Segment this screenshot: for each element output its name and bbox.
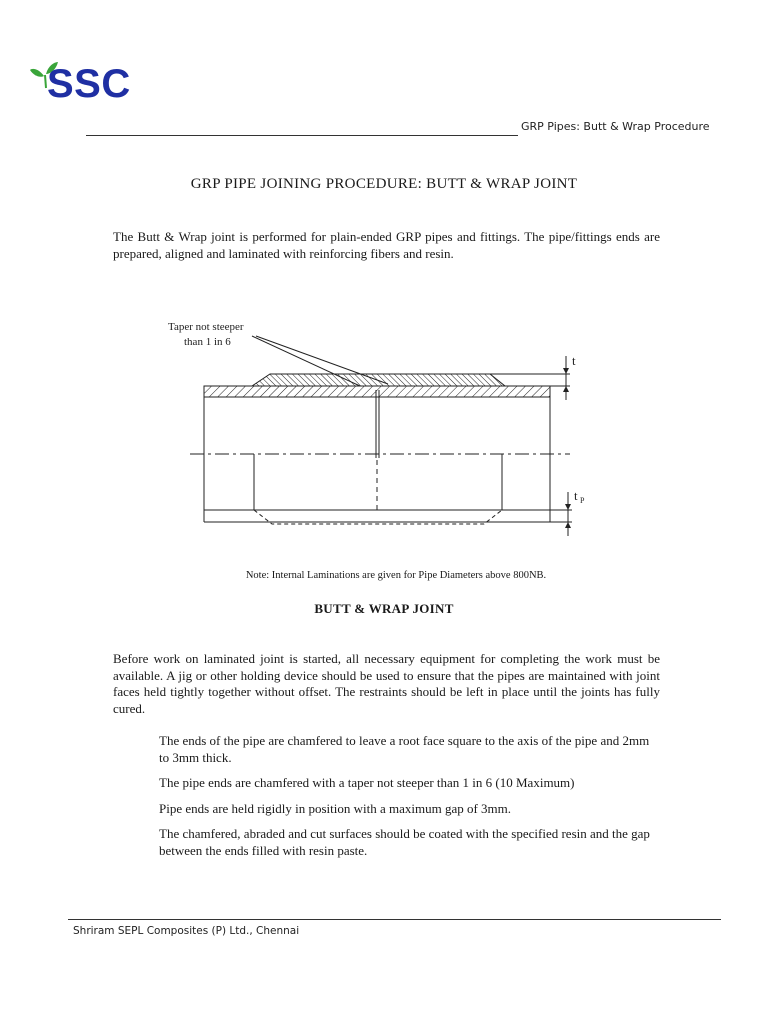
taper-label-line2: than 1 in 6 (184, 336, 231, 348)
footer-rule (68, 919, 721, 920)
body-paragraph: Before work on laminated joint is started, all necessary equipment for completing the work must be available. A jig or other holding device should be used to ensure that the pipes are maintained with joint faces held tightly together without offset. The restraints should be left in place until the joints has fully cured. (113, 651, 660, 716)
liner-thickness-subscript: P (580, 496, 585, 505)
list-item: The pipe ends are chamfered with a taper not steeper than 1 in 6 (10 Maximum) (159, 775, 575, 790)
butt-wrap-joint-diagram (160, 310, 600, 550)
procedure-steps (159, 733, 659, 868)
list-item: Pipe ends are held rigidly in position with a maximum gap of 3mm. (159, 800, 512, 816)
taper-label-line1: Taper not steeper (168, 321, 244, 333)
thickness-label: t (572, 353, 576, 368)
outer-wrap-laminate (252, 374, 505, 386)
header-rule (86, 135, 518, 136)
list-item: The chamfered, abraded and cut surfaces should be coated with the specified resin and the gap between the ends filled with resin paste. (159, 826, 650, 858)
page-title: GRP PIPE JOINING PROCEDURE: BUTT & WRAP JOINT (190, 176, 578, 192)
liner-thickness-label: t (574, 488, 578, 503)
intro-paragraph: The Butt & Wrap joint is performed for plain-ended GRP pipes and fittings. The pipe/fittings ends are prepared, aligned and laminated with reinforcing fibers and resin. (113, 229, 660, 261)
section-subtitle: BUTT & WRAP JOINT (314, 601, 454, 616)
footer-company: Shriram SEPL Composites (P) Ltd., Chennai (73, 925, 300, 937)
running-title: GRP Pipes: Butt & Wrap Procedure (521, 120, 710, 133)
figure-note: Note: Internal Laminations are given for Pipe Diameters above 800NB. (245, 570, 547, 581)
logo-text: SSC (47, 62, 131, 106)
list-item: The ends of the pipe are chamfered to leave a root face square to the axis of the pipe and 2mm to 3mm thick. (159, 733, 650, 765)
pipe-wall-top (204, 386, 550, 397)
